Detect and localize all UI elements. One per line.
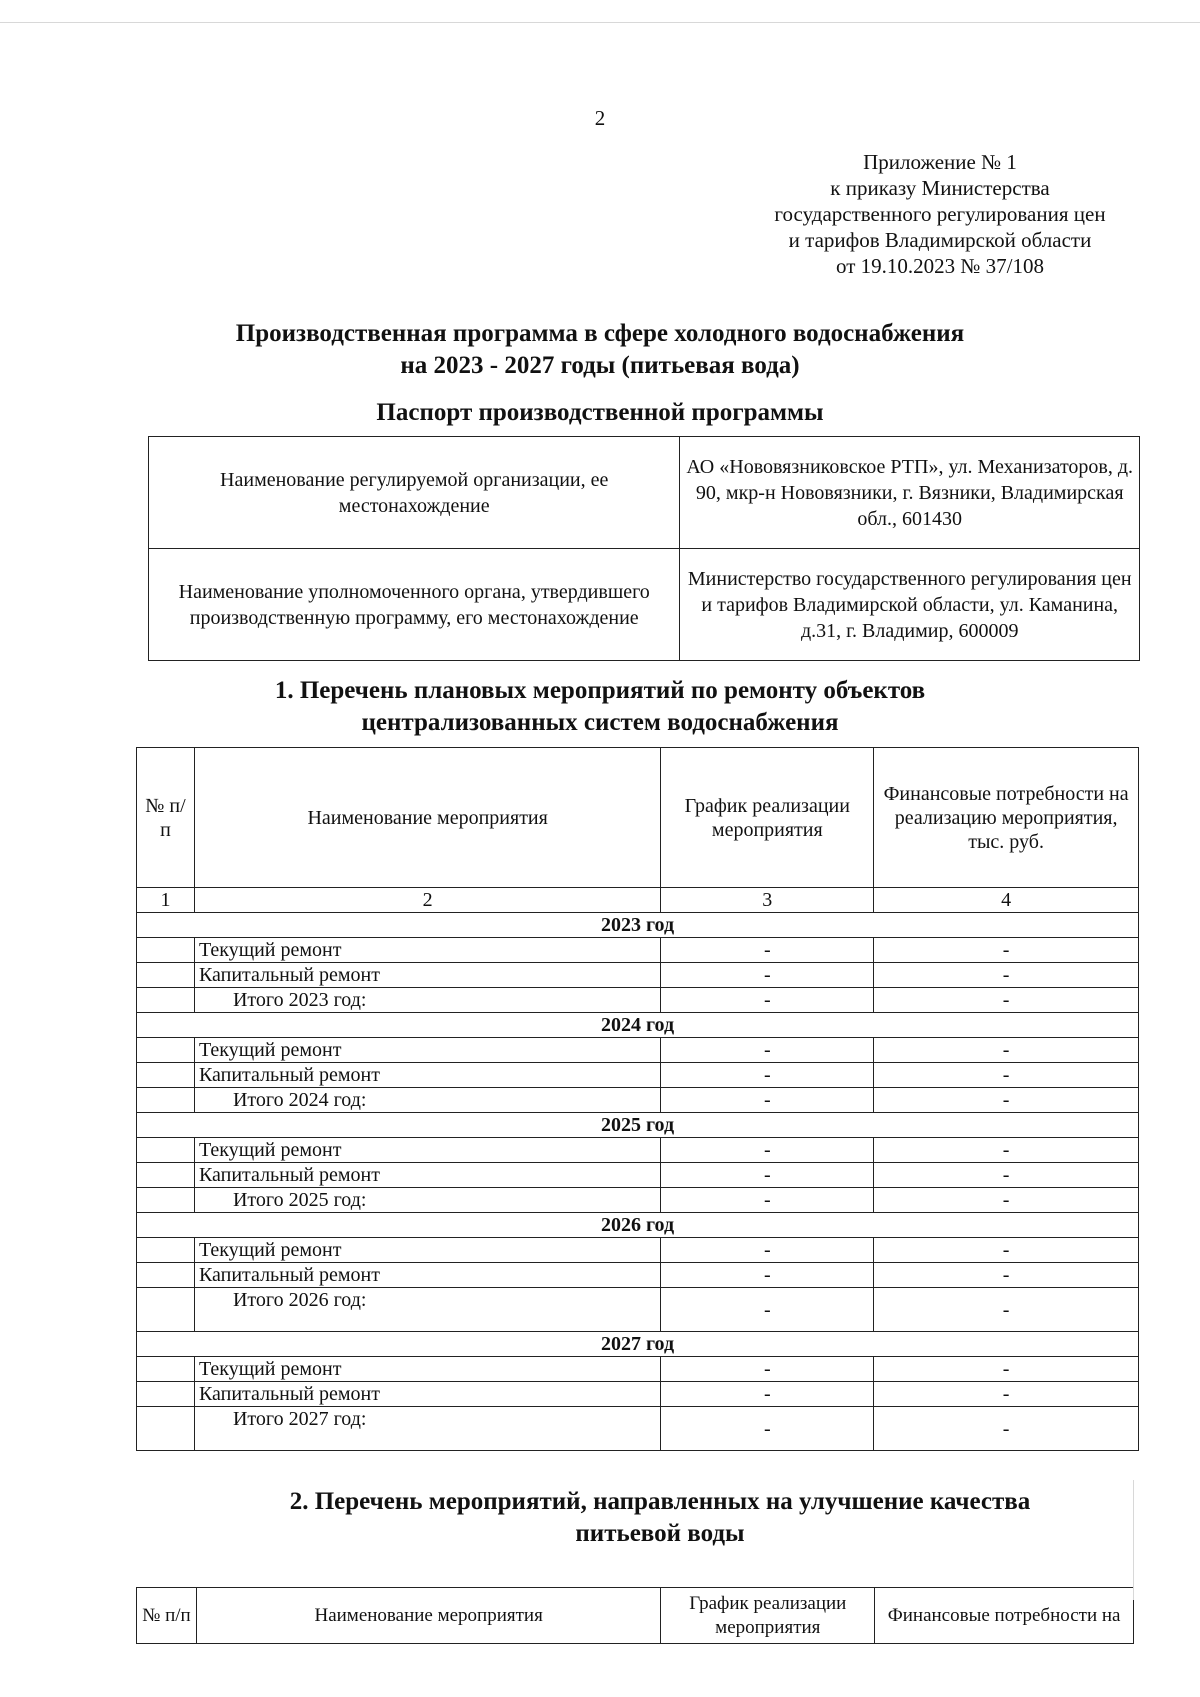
section-title-line: питьевой воды <box>575 1520 745 1547</box>
row-schedule: - <box>661 988 874 1013</box>
row-name: Итого 2023 год: <box>194 988 660 1013</box>
appendix-line: Приложение № 1 <box>863 150 1017 174</box>
column-number-row <box>137 888 1139 913</box>
row-name: Капитальный ремонт <box>194 1382 660 1407</box>
table-row <box>137 1288 1139 1332</box>
passport-row <box>149 437 1140 549</box>
appendix-line: государственного регулирования цен <box>774 202 1106 226</box>
document-title <box>100 318 1100 382</box>
year-row <box>137 1332 1139 1357</box>
row-finance: - <box>874 1163 1139 1188</box>
row-schedule: - <box>661 1382 874 1407</box>
header-cell: Наименование мероприятия <box>196 1588 660 1644</box>
column-number: 1 <box>137 888 195 913</box>
table-row <box>137 1038 1139 1063</box>
row-schedule: - <box>661 1288 874 1332</box>
section-title-line: централизованных систем водоснабжения <box>361 709 839 736</box>
year-row <box>137 913 1139 938</box>
year-label: 2023 год <box>137 913 1139 938</box>
table-row <box>137 1407 1139 1451</box>
header-cell: Финансовые потребности на <box>875 1588 1134 1644</box>
appendix-line: от 19.10.2023 № 37/108 <box>835 254 1045 278</box>
section-title-line: 2. Перечень мероприятий, направленных на улучшение качества <box>289 1488 1031 1515</box>
year-label: 2027 год <box>137 1332 1139 1357</box>
row-name: Текущий ремонт <box>194 1238 660 1263</box>
row-name: Итого 2025 год: <box>194 1188 660 1213</box>
year-row <box>137 1113 1139 1138</box>
row-name: Текущий ремонт <box>194 1357 660 1382</box>
appendix-line: к приказу Министерства <box>830 176 1050 200</box>
scan-right-edge <box>1133 1480 1134 1600</box>
passport-value: АО «Нововязниковское РТП», ул. Механизаторов, д. 90, мкр-н Нововязники, г. Вязники, Владимирская обл., 601430 <box>680 437 1140 549</box>
row-name: Текущий ремонт <box>194 1138 660 1163</box>
column-number: 3 <box>661 888 874 913</box>
table-row <box>137 1138 1139 1163</box>
table-header-row <box>137 748 1139 888</box>
row-schedule: - <box>661 1263 874 1288</box>
table-row <box>137 1357 1139 1382</box>
table-row <box>137 938 1139 963</box>
passport-label: Наименование регулируемой организации, ее местонахождение <box>149 437 680 549</box>
row-finance: - <box>874 1407 1139 1451</box>
column-number: 4 <box>874 888 1139 913</box>
row-finance: - <box>874 1288 1139 1332</box>
row-finance: - <box>874 1088 1139 1113</box>
table-row <box>137 963 1139 988</box>
row-schedule: - <box>661 1188 874 1213</box>
table-row <box>137 1263 1139 1288</box>
row-schedule: - <box>661 1407 874 1451</box>
row-name: Итого 2027 год: <box>194 1407 660 1451</box>
row-name: Текущий ремонт <box>194 1038 660 1063</box>
row-schedule: - <box>661 1163 874 1188</box>
passport-row <box>149 549 1140 661</box>
row-finance: - <box>874 1188 1139 1213</box>
row-finance: - <box>874 1263 1139 1288</box>
passport-value: Министерство государственного регулирования цен и тарифов Владимирской области, ул. Каманина, д.31, г. Владимир, 600009 <box>680 549 1140 661</box>
table-row <box>137 1238 1139 1263</box>
row-schedule: - <box>661 1138 874 1163</box>
header-cell: График реализации мероприятия <box>661 748 874 888</box>
row-finance: - <box>874 938 1139 963</box>
row-finance: - <box>874 1382 1139 1407</box>
page-number: 2 <box>594 106 606 130</box>
year-label: 2024 год <box>137 1013 1139 1038</box>
title-line: Производственная программа в сфере холодного водоснабжения <box>235 320 965 347</box>
row-schedule: - <box>661 1088 874 1113</box>
row-schedule: - <box>661 1238 874 1263</box>
table-row <box>137 1382 1139 1407</box>
row-finance: - <box>874 1238 1139 1263</box>
section2-title <box>180 1486 1140 1550</box>
table-row <box>137 1163 1139 1188</box>
year-row <box>137 1213 1139 1238</box>
row-finance: - <box>874 1063 1139 1088</box>
row-finance: - <box>874 963 1139 988</box>
passport-label: Наименование уполномоченного органа, утвердившего производственную программу, его местонахождение <box>149 549 680 661</box>
row-name: Итого 2026 год: <box>194 1288 660 1332</box>
passport-title: Паспорт производственной программы <box>376 399 824 426</box>
row-finance: - <box>874 1357 1139 1382</box>
header-cell: Наименование мероприятия <box>194 748 660 888</box>
year-row <box>137 1013 1139 1038</box>
section-title-line: 1. Перечень плановых мероприятий по ремонту объектов <box>274 677 926 704</box>
repair-plan-table <box>136 747 1139 1451</box>
year-label: 2025 год <box>137 1113 1139 1138</box>
row-finance: - <box>874 1038 1139 1063</box>
scan-top-edge <box>0 22 1200 23</box>
header-cell: Финансовые потребности на реализацию мероприятия, тыс. руб. <box>874 748 1139 888</box>
row-schedule: - <box>661 1357 874 1382</box>
table-row <box>137 1063 1139 1088</box>
appendix-block <box>720 149 1160 279</box>
row-name: Капитальный ремонт <box>194 1263 660 1288</box>
section1-title <box>100 675 1100 739</box>
table-row <box>137 1088 1139 1113</box>
row-name: Текущий ремонт <box>194 938 660 963</box>
table-header-row <box>137 1588 1134 1644</box>
row-name: Капитальный ремонт <box>194 963 660 988</box>
row-finance: - <box>874 988 1139 1013</box>
year-label: 2026 год <box>137 1213 1139 1238</box>
row-name: Капитальный ремонт <box>194 1163 660 1188</box>
title-line: на 2023 - 2027 годы (питьевая вода) <box>400 352 800 379</box>
row-schedule: - <box>661 1038 874 1063</box>
row-schedule: - <box>661 963 874 988</box>
quality-measures-table <box>136 1587 1134 1644</box>
appendix-line: и тарифов Владимирской области <box>788 228 1092 252</box>
header-cell: № п/п <box>137 1588 197 1644</box>
row-finance: - <box>874 1138 1139 1163</box>
row-name: Капитальный ремонт <box>194 1063 660 1088</box>
table-row <box>137 1188 1139 1213</box>
column-number: 2 <box>194 888 660 913</box>
row-schedule: - <box>661 938 874 963</box>
header-cell: № п/п <box>137 748 195 888</box>
row-name: Итого 2024 год: <box>194 1088 660 1113</box>
row-schedule: - <box>661 1063 874 1088</box>
passport-table <box>148 436 1140 661</box>
table-row <box>137 988 1139 1013</box>
header-cell: График реализации мероприятия <box>661 1588 875 1644</box>
